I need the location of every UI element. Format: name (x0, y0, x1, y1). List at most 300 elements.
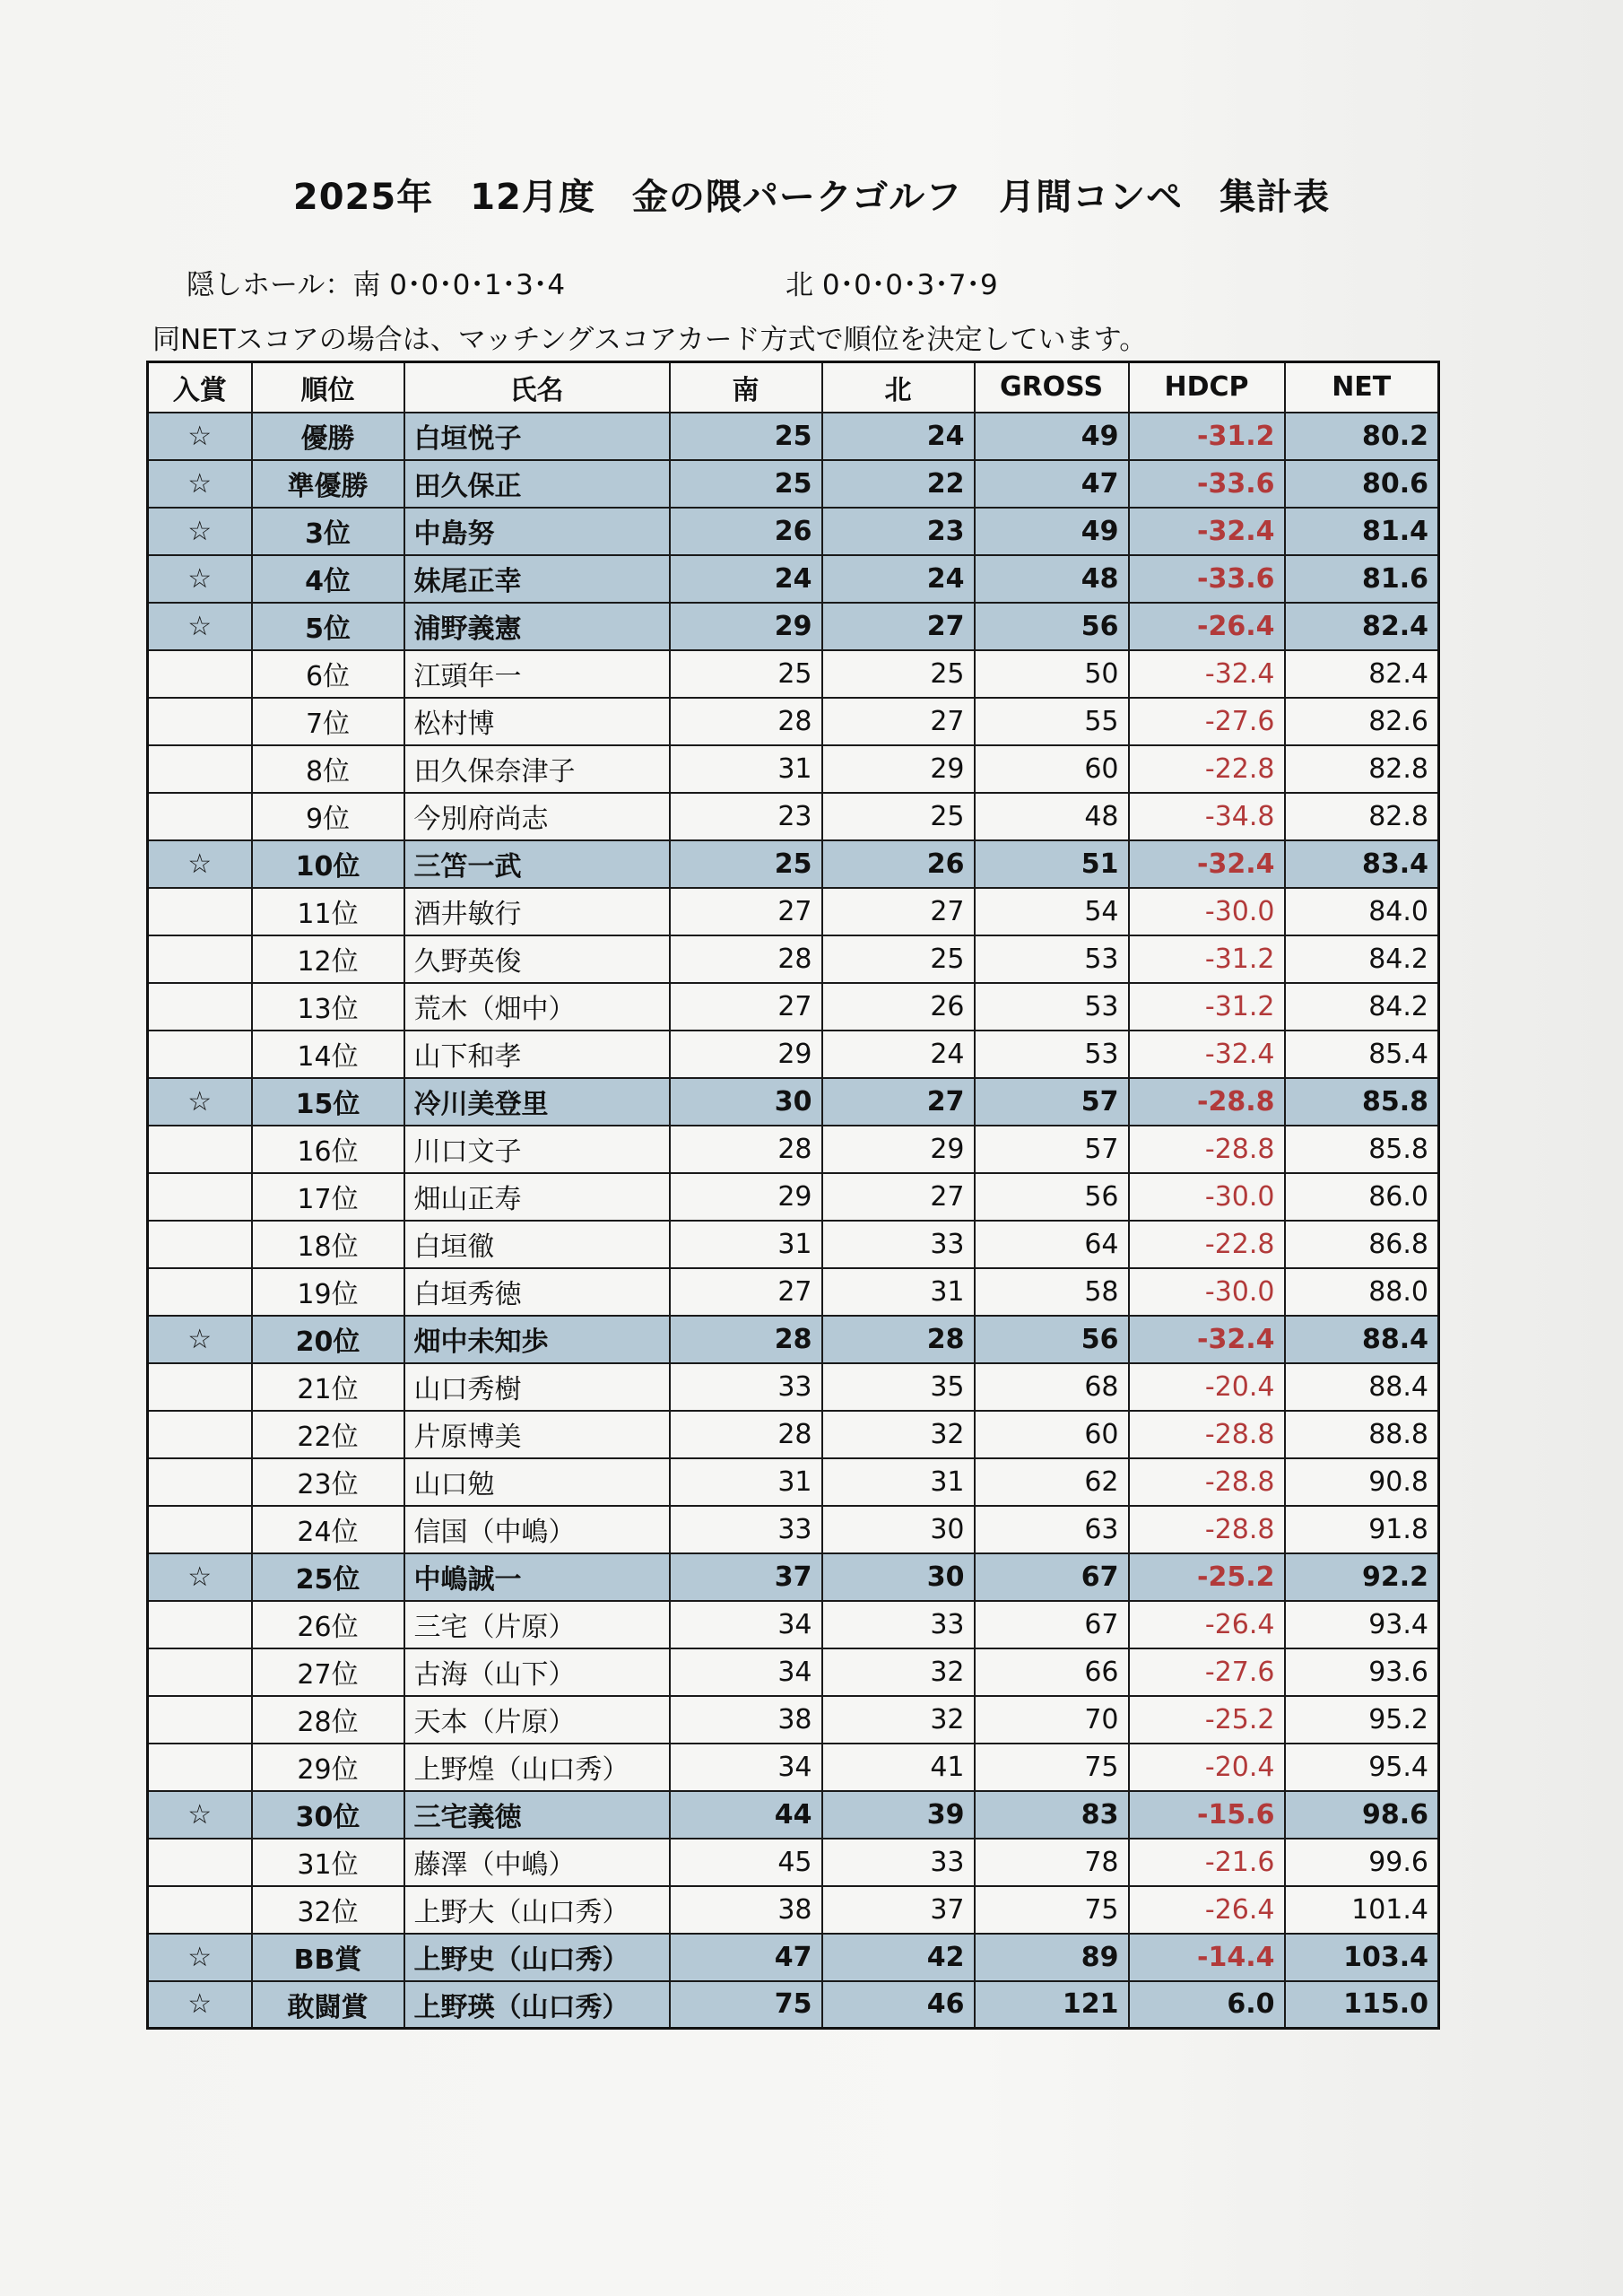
table-row (148, 1791, 1439, 1839)
name-cell: 上野史（山口秀） (404, 1934, 670, 1981)
hdcp-cell: -32.4 (1129, 1316, 1285, 1363)
hdcp-cell: -33.6 (1129, 460, 1285, 508)
north-score-cell: 37 (822, 1886, 975, 1934)
net-cell: 91.8 (1285, 1506, 1439, 1553)
north-score-cell: 33 (822, 1221, 975, 1268)
prize-cell (148, 1839, 252, 1886)
north-score-cell: 25 (822, 935, 975, 983)
rank-cell: 13位 (252, 983, 404, 1031)
table-row (148, 1031, 1439, 1078)
south-score-cell: 37 (670, 1553, 822, 1601)
table-row (148, 1839, 1439, 1886)
gross-cell: 75 (975, 1886, 1129, 1934)
rank-cell: 22位 (252, 1411, 404, 1458)
table-row (148, 1886, 1439, 1934)
net-cell: 82.6 (1285, 698, 1439, 745)
north-score-cell: 30 (822, 1553, 975, 1601)
hdcp-cell: -31.2 (1129, 935, 1285, 983)
net-cell: 99.6 (1285, 1839, 1439, 1886)
south-score-cell: 38 (670, 1696, 822, 1744)
name-cell: 冷川美登里 (404, 1078, 670, 1126)
name-cell: 久野英俊 (404, 935, 670, 983)
net-cell: 98.6 (1285, 1791, 1439, 1839)
rank-cell: 14位 (252, 1031, 404, 1078)
gross-cell: 60 (975, 745, 1129, 793)
gross-cell: 67 (975, 1553, 1129, 1601)
net-cell: 84.2 (1285, 935, 1439, 983)
rank-cell: 20位 (252, 1316, 404, 1363)
name-cell: 上野大（山口秀） (404, 1886, 670, 1934)
net-cell: 95.4 (1285, 1744, 1439, 1791)
table-row (148, 840, 1439, 888)
net-cell: 85.4 (1285, 1031, 1439, 1078)
prize-cell (148, 1268, 252, 1316)
prize-cell (148, 1886, 252, 1934)
south-score-cell: 25 (670, 650, 822, 698)
name-cell: 三笘一武 (404, 840, 670, 888)
rank-cell: 6位 (252, 650, 404, 698)
rank-cell: 32位 (252, 1886, 404, 1934)
north-score-cell: 26 (822, 840, 975, 888)
south-score-cell: 33 (670, 1363, 822, 1411)
net-cell: 85.8 (1285, 1078, 1439, 1126)
prize-cell (148, 1506, 252, 1553)
net-cell: 82.4 (1285, 603, 1439, 650)
hdcp-cell: -34.8 (1129, 793, 1285, 840)
rank-cell: BB賞 (252, 1934, 404, 1981)
hdcp-cell: 6.0 (1129, 1981, 1285, 2029)
header-north: 北 (822, 362, 975, 413)
hdcp-cell: -20.4 (1129, 1744, 1285, 1791)
prize-cell: ☆ (148, 840, 252, 888)
hidden-holes-north: 北 0･0･0･3･7･9 (785, 269, 998, 301)
south-score-cell: 28 (670, 1411, 822, 1458)
name-cell: 山口勉 (404, 1458, 670, 1506)
gross-cell: 48 (975, 555, 1129, 603)
prize-cell (148, 935, 252, 983)
name-cell: 山下和孝 (404, 1031, 670, 1078)
net-cell: 88.0 (1285, 1268, 1439, 1316)
hdcp-cell: -31.2 (1129, 413, 1285, 460)
south-score-cell: 24 (670, 555, 822, 603)
south-score-cell: 29 (670, 603, 822, 650)
net-cell: 82.4 (1285, 650, 1439, 698)
north-score-cell: 30 (822, 1506, 975, 1553)
hdcp-cell: -27.6 (1129, 698, 1285, 745)
name-cell: 酒井敏行 (404, 888, 670, 935)
south-score-cell: 28 (670, 935, 822, 983)
north-score-cell: 24 (822, 1031, 975, 1078)
prize-cell (148, 650, 252, 698)
hdcp-cell: -28.8 (1129, 1458, 1285, 1506)
name-cell: 今別府尚志 (404, 793, 670, 840)
hdcp-cell: -31.2 (1129, 983, 1285, 1031)
prize-cell: ☆ (148, 1078, 252, 1126)
name-cell: 松村博 (404, 698, 670, 745)
net-cell: 84.0 (1285, 888, 1439, 935)
north-score-cell: 28 (822, 1316, 975, 1363)
table-row (148, 1553, 1439, 1601)
north-score-cell: 31 (822, 1458, 975, 1506)
header-south: 南 (670, 362, 822, 413)
south-score-cell: 44 (670, 1791, 822, 1839)
north-score-cell: 31 (822, 1268, 975, 1316)
prize-cell: ☆ (148, 1553, 252, 1601)
gross-cell: 56 (975, 1316, 1129, 1363)
header-net: NET (1285, 362, 1439, 413)
table-row (148, 1648, 1439, 1696)
gross-cell: 49 (975, 508, 1129, 555)
north-score-cell: 32 (822, 1411, 975, 1458)
rank-cell: 28位 (252, 1696, 404, 1744)
gross-cell: 83 (975, 1791, 1129, 1839)
header-gross: GROSS (975, 362, 1129, 413)
rank-cell: 7位 (252, 698, 404, 745)
south-score-cell: 25 (670, 460, 822, 508)
rank-cell: 10位 (252, 840, 404, 888)
table-row (148, 983, 1439, 1031)
gross-cell: 56 (975, 603, 1129, 650)
north-score-cell: 35 (822, 1363, 975, 1411)
south-score-cell: 27 (670, 983, 822, 1031)
table-row (148, 1126, 1439, 1173)
net-cell: 88.8 (1285, 1411, 1439, 1458)
table-row (148, 650, 1439, 698)
header-prize: 入賞 (148, 362, 252, 413)
south-score-cell: 28 (670, 1126, 822, 1173)
south-score-cell: 28 (670, 1316, 822, 1363)
table-row (148, 698, 1439, 745)
table-row (148, 745, 1439, 793)
south-score-cell: 75 (670, 1981, 822, 2029)
table-row (148, 508, 1439, 555)
prize-cell (148, 1221, 252, 1268)
south-score-cell: 27 (670, 1268, 822, 1316)
table-row (148, 460, 1439, 508)
south-score-cell: 31 (670, 1458, 822, 1506)
net-cell: 103.4 (1285, 1934, 1439, 1981)
hdcp-cell: -28.8 (1129, 1411, 1285, 1458)
north-score-cell: 27 (822, 888, 975, 935)
gross-cell: 50 (975, 650, 1129, 698)
hdcp-cell: -30.0 (1129, 888, 1285, 935)
gross-cell: 78 (975, 1839, 1129, 1886)
prize-cell (148, 1031, 252, 1078)
name-cell: 上野煌（山口秀） (404, 1744, 670, 1791)
prize-cell: ☆ (148, 508, 252, 555)
gross-cell: 53 (975, 1031, 1129, 1078)
name-cell: 三宅（片原） (404, 1601, 670, 1648)
table-row (148, 1744, 1439, 1791)
north-score-cell: 32 (822, 1696, 975, 1744)
gross-cell: 70 (975, 1696, 1129, 1744)
south-score-cell: 34 (670, 1648, 822, 1696)
table-row (148, 1696, 1439, 1744)
south-score-cell: 27 (670, 888, 822, 935)
gross-cell: 57 (975, 1078, 1129, 1126)
north-score-cell: 29 (822, 1126, 975, 1173)
gross-cell: 121 (975, 1981, 1129, 2029)
gross-cell: 53 (975, 983, 1129, 1031)
north-score-cell: 24 (822, 555, 975, 603)
south-score-cell: 23 (670, 793, 822, 840)
name-cell: 山口秀樹 (404, 1363, 670, 1411)
gross-cell: 58 (975, 1268, 1129, 1316)
document-title: 2025年 12月度 金の隈パークゴルフ 月間コンペ 集計表 (292, 177, 1331, 218)
net-cell: 82.8 (1285, 793, 1439, 840)
hdcp-cell: -32.4 (1129, 1031, 1285, 1078)
net-cell: 95.2 (1285, 1696, 1439, 1744)
hdcp-cell: -28.8 (1129, 1506, 1285, 1553)
rank-cell: 12位 (252, 935, 404, 983)
hdcp-cell: -32.4 (1129, 840, 1285, 888)
gross-cell: 49 (975, 413, 1129, 460)
name-cell: 畑中未知歩 (404, 1316, 670, 1363)
net-cell: 90.8 (1285, 1458, 1439, 1506)
name-cell: 天本（片原） (404, 1696, 670, 1744)
name-cell: 江頭年一 (404, 650, 670, 698)
gross-cell: 47 (975, 460, 1129, 508)
table-row (148, 1173, 1439, 1221)
rank-cell: 23位 (252, 1458, 404, 1506)
south-score-cell: 47 (670, 1934, 822, 1981)
prize-cell (148, 1363, 252, 1411)
name-cell: 畑山正寿 (404, 1173, 670, 1221)
prize-cell: ☆ (148, 1791, 252, 1839)
south-score-cell: 28 (670, 698, 822, 745)
net-cell: 86.8 (1285, 1221, 1439, 1268)
table-row (148, 793, 1439, 840)
rank-cell: 15位 (252, 1078, 404, 1126)
gross-cell: 75 (975, 1744, 1129, 1791)
north-score-cell: 27 (822, 603, 975, 650)
hdcp-cell: -32.4 (1129, 508, 1285, 555)
south-score-cell: 26 (670, 508, 822, 555)
rank-cell: 24位 (252, 1506, 404, 1553)
net-cell: 84.2 (1285, 983, 1439, 1031)
south-score-cell: 29 (670, 1173, 822, 1221)
prize-cell: ☆ (148, 1934, 252, 1981)
net-cell: 92.2 (1285, 1553, 1439, 1601)
prize-cell (148, 1648, 252, 1696)
rank-cell: 17位 (252, 1173, 404, 1221)
prize-cell (148, 1458, 252, 1506)
north-score-cell: 39 (822, 1791, 975, 1839)
north-score-cell: 23 (822, 508, 975, 555)
south-score-cell: 31 (670, 1221, 822, 1268)
gross-cell: 55 (975, 698, 1129, 745)
north-score-cell: 46 (822, 1981, 975, 2029)
name-cell: 三宅義徳 (404, 1791, 670, 1839)
prize-cell (148, 745, 252, 793)
net-cell: 86.0 (1285, 1173, 1439, 1221)
gross-cell: 56 (975, 1173, 1129, 1221)
rank-cell: 19位 (252, 1268, 404, 1316)
rank-cell: 31位 (252, 1839, 404, 1886)
prize-cell (148, 888, 252, 935)
gross-cell: 48 (975, 793, 1129, 840)
rank-cell: 9位 (252, 793, 404, 840)
prize-cell (148, 698, 252, 745)
hdcp-cell: -21.6 (1129, 1839, 1285, 1886)
prize-cell: ☆ (148, 1316, 252, 1363)
hdcp-cell: -25.2 (1129, 1696, 1285, 1744)
south-score-cell: 34 (670, 1601, 822, 1648)
table-row (148, 555, 1439, 603)
net-cell: 80.6 (1285, 460, 1439, 508)
north-score-cell: 42 (822, 1934, 975, 1981)
north-score-cell: 33 (822, 1839, 975, 1886)
name-cell: 古海（山下） (404, 1648, 670, 1696)
prize-cell (148, 1696, 252, 1744)
hdcp-cell: -20.4 (1129, 1363, 1285, 1411)
north-score-cell: 29 (822, 745, 975, 793)
name-cell: 白垣悦子 (404, 413, 670, 460)
north-score-cell: 33 (822, 1601, 975, 1648)
table-row (148, 603, 1439, 650)
gross-cell: 51 (975, 840, 1129, 888)
south-score-cell: 29 (670, 1031, 822, 1078)
header-row (148, 362, 1439, 413)
name-cell: 中嶋誠一 (404, 1553, 670, 1601)
hdcp-cell: -26.4 (1129, 1886, 1285, 1934)
prize-cell: ☆ (148, 1981, 252, 2029)
gross-cell: 53 (975, 935, 1129, 983)
rank-cell: 27位 (252, 1648, 404, 1696)
south-score-cell: 45 (670, 1839, 822, 1886)
rank-cell: 準優勝 (252, 460, 404, 508)
rank-cell: 4位 (252, 555, 404, 603)
north-score-cell: 27 (822, 698, 975, 745)
rank-cell: 優勝 (252, 413, 404, 460)
north-score-cell: 24 (822, 413, 975, 460)
prize-cell (148, 1744, 252, 1791)
net-cell: 93.6 (1285, 1648, 1439, 1696)
hidden-holes-south: 隠しホール：南 0･0･0･1･3･4 (187, 269, 566, 301)
table-row (148, 1458, 1439, 1506)
gross-cell: 57 (975, 1126, 1129, 1173)
hdcp-cell: -26.4 (1129, 1601, 1285, 1648)
table-row (148, 1316, 1439, 1363)
table-row (148, 1411, 1439, 1458)
rank-cell: 11位 (252, 888, 404, 935)
hdcp-cell: -28.8 (1129, 1078, 1285, 1126)
table-row (148, 1934, 1439, 1981)
header-hdcp: HDCP (1129, 362, 1285, 413)
name-cell: 上野瑛（山口秀） (404, 1981, 670, 2029)
rank-cell: 29位 (252, 1744, 404, 1791)
prize-cell (148, 1126, 252, 1173)
rank-cell: 26位 (252, 1601, 404, 1648)
name-cell: 片原博美 (404, 1411, 670, 1458)
rank-cell: 3位 (252, 508, 404, 555)
rank-cell: 敢闘賞 (252, 1981, 404, 2029)
header-name: 氏名 (404, 362, 670, 413)
prize-cell (148, 1601, 252, 1648)
net-cell: 88.4 (1285, 1363, 1439, 1411)
net-cell: 81.6 (1285, 555, 1439, 603)
south-score-cell: 38 (670, 1886, 822, 1934)
gross-cell: 54 (975, 888, 1129, 935)
rank-cell: 5位 (252, 603, 404, 650)
table-row (148, 1078, 1439, 1126)
north-score-cell: 22 (822, 460, 975, 508)
net-cell: 81.4 (1285, 508, 1439, 555)
north-score-cell: 41 (822, 1744, 975, 1791)
name-cell: 川口文子 (404, 1126, 670, 1173)
net-cell: 83.4 (1285, 840, 1439, 888)
gross-cell: 62 (975, 1458, 1129, 1506)
table-row (148, 935, 1439, 983)
table-row (148, 1506, 1439, 1553)
prize-cell (148, 793, 252, 840)
net-cell: 88.4 (1285, 1316, 1439, 1363)
table-row (148, 1221, 1439, 1268)
gross-cell: 60 (975, 1411, 1129, 1458)
net-cell: 93.4 (1285, 1601, 1439, 1648)
net-cell: 80.2 (1285, 413, 1439, 460)
hdcp-cell: -22.8 (1129, 1221, 1285, 1268)
score-table-body (148, 413, 1439, 2029)
net-cell: 101.4 (1285, 1886, 1439, 1934)
prize-cell (148, 983, 252, 1031)
hdcp-cell: -28.8 (1129, 1126, 1285, 1173)
gross-cell: 67 (975, 1601, 1129, 1648)
table-row (148, 1601, 1439, 1648)
hdcp-cell: -32.4 (1129, 650, 1285, 698)
south-score-cell: 25 (670, 413, 822, 460)
header-rank: 順位 (252, 362, 404, 413)
name-cell: 中島努 (404, 508, 670, 555)
name-cell: 妹尾正幸 (404, 555, 670, 603)
south-score-cell: 31 (670, 745, 822, 793)
hdcp-cell: -22.8 (1129, 745, 1285, 793)
rank-cell: 25位 (252, 1553, 404, 1601)
rank-cell: 30位 (252, 1791, 404, 1839)
score-table (146, 361, 1440, 2030)
name-cell: 浦野義憲 (404, 603, 670, 650)
gross-cell: 64 (975, 1221, 1129, 1268)
hdcp-cell: -30.0 (1129, 1173, 1285, 1221)
north-score-cell: 27 (822, 1078, 975, 1126)
net-cell: 85.8 (1285, 1126, 1439, 1173)
north-score-cell: 25 (822, 650, 975, 698)
south-score-cell: 33 (670, 1506, 822, 1553)
north-score-cell: 25 (822, 793, 975, 840)
name-cell: 信国（中嶋） (404, 1506, 670, 1553)
name-cell: 白垣秀徳 (404, 1268, 670, 1316)
rank-cell: 18位 (252, 1221, 404, 1268)
hdcp-cell: -27.6 (1129, 1648, 1285, 1696)
tie-break-note: 同NETスコアの場合は、マッチングスコアカード方式で順位を決定しています。 (152, 324, 1148, 356)
table-row (148, 1268, 1439, 1316)
hdcp-cell: -33.6 (1129, 555, 1285, 603)
gross-cell: 68 (975, 1363, 1129, 1411)
net-cell: 82.8 (1285, 745, 1439, 793)
hdcp-cell: -14.4 (1129, 1934, 1285, 1981)
hdcp-cell: -30.0 (1129, 1268, 1285, 1316)
prize-cell (148, 1411, 252, 1458)
name-cell: 白垣徹 (404, 1221, 670, 1268)
north-score-cell: 26 (822, 983, 975, 1031)
prize-cell: ☆ (148, 603, 252, 650)
north-score-cell: 32 (822, 1648, 975, 1696)
gross-cell: 89 (975, 1934, 1129, 1981)
net-cell: 115.0 (1285, 1981, 1439, 2029)
south-score-cell: 25 (670, 840, 822, 888)
rank-cell: 21位 (252, 1363, 404, 1411)
rank-cell: 16位 (252, 1126, 404, 1173)
